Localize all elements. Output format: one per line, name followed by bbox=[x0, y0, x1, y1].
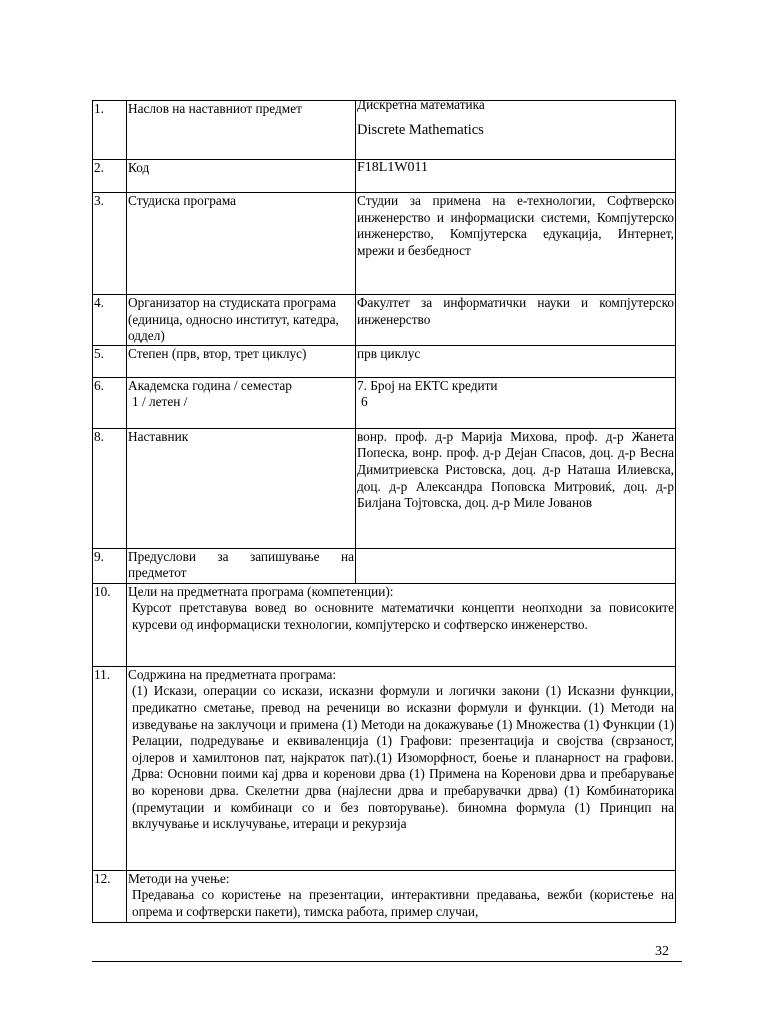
row-number: 8. bbox=[93, 428, 127, 548]
row-content bbox=[127, 870, 676, 922]
row-number: 9. bbox=[93, 548, 127, 583]
row-label: Наставник bbox=[127, 428, 356, 548]
row-number: 2. bbox=[93, 160, 127, 193]
row-value: (1) Искази, операции со искази, исказни формули и логички закони (1) Исказни функции, предикатно сметање, превод на реченици во исказни формули и функции. (1) Методи на изведување на заклучоци и примена (1) Методи на докажување (1) Множества (1) Функции (1) Релации, подредување и еквиваленција (1) Графови: презентација и својства (сврзаност, ојлеров и хамилтонов пат, најкраток пат).(1) Изоморфност, боење и планарност на графови. Дрва: Основни поими кај дрва и коренови дрва (1) Примена на Коренови дрва и пребарување во коренови дрва. Скелетни дрва (најлесни дрва и пребарувачки дрва) (1) Комбинаторика (премутации и комбинаци со и без повторување). биномна формула (1) Принцип на вклучување и исклучување, итераци и рекурзија bbox=[132, 683, 674, 832]
page-number: 32 bbox=[655, 944, 669, 959]
table-row bbox=[93, 101, 676, 160]
table-row bbox=[93, 160, 676, 193]
footer-rule bbox=[92, 961, 682, 962]
table-row bbox=[93, 377, 676, 428]
row-label: Организатор на студиската програма (единица, односно институт, катедра, оддел) bbox=[127, 295, 356, 346]
row-value bbox=[356, 97, 676, 160]
syllabus-table bbox=[92, 97, 676, 923]
row-number: 10. bbox=[93, 583, 127, 666]
row-number: 11. bbox=[93, 666, 127, 870]
semester-value: 1 / летен / bbox=[132, 394, 188, 410]
row-label: Код bbox=[127, 160, 356, 193]
table-row bbox=[93, 345, 676, 377]
row-label: Методи на учење: bbox=[128, 870, 230, 886]
table-row bbox=[93, 548, 676, 583]
row-value: Факултет за информатички науки и компјутерско инженерство bbox=[356, 295, 676, 346]
row-number: 4. bbox=[93, 295, 127, 346]
row-value bbox=[356, 548, 676, 583]
course-title-mk: Дискретна математика bbox=[357, 97, 485, 112]
table-row bbox=[93, 193, 676, 295]
row-number: 5. bbox=[93, 345, 127, 377]
row-label: Предуслови за запишување на предметот bbox=[127, 548, 356, 583]
ects-label: 7. Број на ЕКТС кредити bbox=[357, 377, 498, 393]
row-number: 3. bbox=[93, 193, 127, 295]
row-label: Степен (прв, втор, трет циклус) bbox=[127, 345, 356, 377]
table-row bbox=[93, 870, 676, 922]
table-row bbox=[93, 428, 676, 548]
row-number: 12. bbox=[93, 870, 127, 922]
row-content bbox=[127, 583, 676, 666]
row-content bbox=[127, 666, 676, 870]
row-value: F18L1W011 bbox=[356, 160, 676, 193]
table-row bbox=[93, 295, 676, 346]
row-value: Курсот претставува вовед во основните математички концепти неопходни за повисоките курсеви од информациски технологии, компјутерско и софтверско инженерство. bbox=[132, 600, 674, 632]
row-value: прв циклус bbox=[356, 345, 676, 377]
table-row bbox=[93, 666, 676, 870]
row-value: Предавања со користење на презентации, интерактивни предавања, вежби (користење на опрема и софтверски пакети), тимска работа, пример случаи, bbox=[132, 887, 674, 919]
row-value: Студии за примена на е-технологии, Софтверско инженерство и информациски системи, Компјутерско инженерство, Компјутерска едукација, Интернет, мрежи и безбедност bbox=[356, 193, 676, 295]
row-label: Содржина на предметната програма: bbox=[128, 666, 337, 682]
row-label bbox=[127, 377, 356, 428]
row-value bbox=[356, 377, 676, 428]
course-title-en: Discrete Mathematics bbox=[357, 121, 484, 138]
row-value: вонр. проф. д-р Марија Михова, проф. д-р Жанета Попеска, вонр. проф. д-р Дејан Спасов, доц. д-р Весна Димитриевска Ристовска, доц. д-р Наташа Илиевска, доц. д-р Александра Поповска Митровиќ, доц. д-р Билјана Тојтовска, доц. д-р Миле Јованов bbox=[356, 428, 676, 548]
table-row bbox=[93, 583, 676, 666]
row-label: Студиска програма bbox=[127, 193, 356, 295]
row-number: 6. bbox=[93, 377, 127, 428]
row-label: Наслов на наставниот предмет bbox=[127, 101, 356, 160]
row-label: Цели на предметната програма (компетенции): bbox=[128, 583, 394, 599]
row-number: 1. bbox=[93, 101, 127, 160]
academic-year-label: Академска година / семестар bbox=[128, 377, 292, 393]
ects-value: 6 bbox=[361, 394, 368, 410]
